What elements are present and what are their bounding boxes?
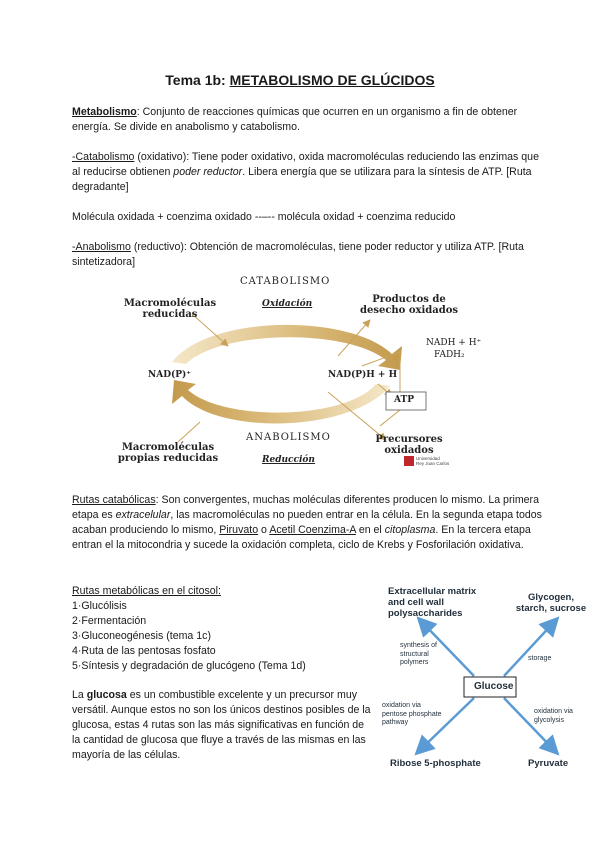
- label-atp: ATP: [394, 395, 414, 405]
- label-reduccion: Reducción: [262, 455, 315, 465]
- rutas-catabolicas-paragraph: Rutas catabólicas: Son convergentes, muchas moléculas diferentes producen lo mismo. La primera etapa es extracelular, las macromoléculas no pueden entrar en la célula. En la segunda etapa todos acaban produciendo lo mismo, Piruvato o Acetil Coenzima-A en el citoplasma. En la tercera etapa entran el la mitocondria y sucede la oxidación completa, ciclo de Krebs y Fosforilación oxidativa.: [72, 494, 542, 551]
- glucose-fates-diagram: [378, 580, 590, 775]
- reaction-line: Molécula oxidada + coenzima oxidado --–-- molécula oxidad + coenzima reducido: [72, 211, 456, 223]
- university-logo-mark: [404, 456, 414, 466]
- metabolismo-paragraph: Metabolismo: Conjunto de reacciones químicas que ocurren en un organismo a fin de obtener energía. Se divide en anabolismo y catabolismo.: [72, 106, 518, 133]
- label-nadp: NAD(P)⁺: [148, 370, 192, 380]
- polysaccharides-label: Extracellular matrix and cell wall polysaccharides: [388, 586, 477, 619]
- label-anabolismo: ANABOLISMO: [246, 432, 331, 443]
- label-nadph: NAD(P)H + H: [328, 370, 398, 380]
- page-title: Tema 1b: METABOLISMO DE GLÚCIDOS: [165, 72, 435, 88]
- label-fadh: FADH₂: [434, 350, 465, 360]
- pentose-label: oxidation via pentose phosphate pathway: [382, 702, 442, 726]
- storage-label: storage: [528, 655, 552, 662]
- metabolismo-term: Metabolismo: [72, 106, 137, 118]
- label-productos-desecho: Productos de desecho oxidados: [359, 294, 459, 316]
- anabolism-arc: [172, 380, 390, 423]
- anabolismo-paragraph: -Anabolismo (reductivo): Obtención de macromoléculas, tiene poder reductor y utiliza ATP. [Ruta sintetizadora]: [72, 241, 524, 268]
- glucose-center-label: Glucose: [474, 681, 514, 692]
- glycogen-label: Glycogen, starch, sucrose: [515, 592, 587, 614]
- list-item: 5·Síntesis y degradación de glucógeno (Tema 1d): [72, 660, 306, 672]
- metabolism-cycle-diagram: [100, 272, 480, 476]
- university-logo-text: Universidad Rey Juan Carlos: [416, 456, 450, 466]
- label-macro-propias: Macromoléculas propias reducidas: [117, 442, 219, 464]
- citosol-heading: Rutas metabólicas en el citosol:: [72, 585, 221, 597]
- pyruvate-label: Pyruvate: [528, 758, 569, 769]
- label-catabolismo: CATABOLISMO: [240, 276, 331, 287]
- rutas-catabolicas-term: Rutas catabólicas: [72, 494, 156, 506]
- catabolismo-term: Catabolismo: [75, 151, 135, 163]
- arrow-to-glycogen: [504, 620, 556, 676]
- list-item: 3·Gluconeogénesis (tema 1c): [72, 630, 211, 642]
- glucosa-paragraph: La glucosa es un combustible excelente y un precursor muy versátil. Aunque estos no son los únicos destinos posibles de la glucosa, estas 4 rutas son las más significativas en función de la cantidad de glucosa que fluye a través de las mismas en las mayoría de las células.: [72, 689, 371, 761]
- catabolismo-paragraph: -Catabolismo (oxidativo): Tiene poder oxidativo, oxida macromoléculas reduciendo las enzimas que al reducirse obtienen poder reductor. Libera energía que se utilizara para la síntesis de ATP. [Ruta degradante]: [72, 151, 539, 193]
- label-oxidacion: Oxidación: [262, 299, 313, 309]
- catabolism-arc: [172, 325, 402, 370]
- synthesis-label: synthesis of structural polymers: [400, 642, 437, 666]
- glycolysis-label: oxidation via glycolysis: [534, 708, 573, 724]
- arrow-to-pyruvate: [504, 698, 556, 752]
- list-item: 4·Ruta de las pentosas fosfato: [72, 645, 216, 657]
- citosol-list: [72, 584, 372, 674]
- anabolismo-term: Anabolismo: [75, 241, 131, 253]
- label-precursores: Precursores oxidados: [375, 434, 443, 456]
- ribose-label: Ribose 5-phosphate: [390, 758, 481, 769]
- label-nadh: NADH + H⁺: [426, 338, 482, 348]
- list-item: 1·Glucólisis: [72, 600, 127, 612]
- label-macro-reducidas: Macromoléculas reducidas: [123, 298, 217, 320]
- list-item: 2·Fermentación: [72, 615, 147, 627]
